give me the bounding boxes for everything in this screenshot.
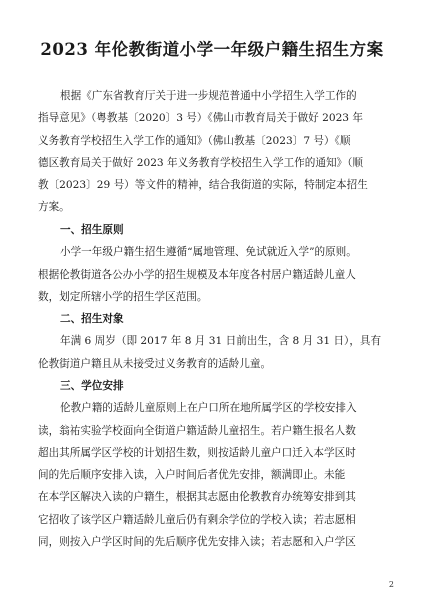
- section-line: 在本学区解决入读的户籍生，根据其志愿由伦教教育办统筹安排到其: [38, 491, 356, 504]
- section-line: 小学一年级户籍生招生遵循“属地管理、免试就近入学”的原则。: [60, 246, 357, 259]
- page-number: 2: [388, 580, 394, 589]
- section-line: 伦教街道户籍且从未接受过义务教育的适龄儿童。: [38, 357, 272, 370]
- section-line: 同，则按入户学区时间的先后顺序优先安排入读；若志愿和入户学区: [38, 536, 356, 549]
- intro-line: 根据《广东省教育厅关于进一步规范普通中小学招生入学工作的: [60, 90, 357, 102]
- intro-line: 德区教育局关于做好 2023 年义务教育学校招生入学工作的通知》（顺: [38, 156, 364, 169]
- intro-line: 教〔2023〕29 号）等文件的精神，结合我街道的实际，特制定本招生: [38, 179, 368, 192]
- section-line: 超出其所属学区学校的计划招生数，则按适龄儿童户口迁入本学区时: [38, 446, 356, 459]
- intro-line: 方案。: [38, 201, 70, 214]
- section-heading: 一、招生原则: [60, 224, 124, 236]
- section-line: 伦教户籍的适龄儿童原则上在户口所在地所属学区的学校安排入: [60, 402, 357, 415]
- section-line: 根据伦教街道各公办小学的招生规模及本年度各村居户籍适龄儿童人: [38, 268, 356, 281]
- section-line: 年满 6 周岁（即 2017 年 8 月 31 日前出生，含 8 月 31 日），具有: [60, 335, 382, 348]
- section-heading: 二、招生对象: [60, 313, 124, 325]
- intro-line: 义务教育学校招生入学工作的通知》（佛山教基〔2023〕7 号）《顺: [38, 134, 351, 147]
- section-line: 它招收了该学区户籍适龄儿童后仍有剩余学位的学校入读；若志愿相: [38, 513, 356, 526]
- section-2: [38, 308, 394, 375]
- section-3: [38, 375, 394, 553]
- intro-line: 指导意见》（粤教基〔2020〕3 号）《佛山市教育局关于做好 2023 年: [38, 112, 364, 125]
- section-heading: 三、学位安排: [60, 380, 124, 392]
- section-1: [38, 219, 394, 308]
- intro-paragraph: [38, 85, 394, 219]
- section-line: 间的先后顺序安排入读，入户时间后者优先安排，额满即止。未能: [38, 469, 346, 482]
- section-line: 数，划定所辖小学的招生学区范围。: [38, 290, 208, 303]
- page-title: 2023 年伦教街道小学一年级户籍生招生方案: [40, 40, 384, 59]
- section-line: 读，翁祐实验学校面向全街道户籍适龄儿童招生。若户籍生报名人数: [38, 424, 356, 437]
